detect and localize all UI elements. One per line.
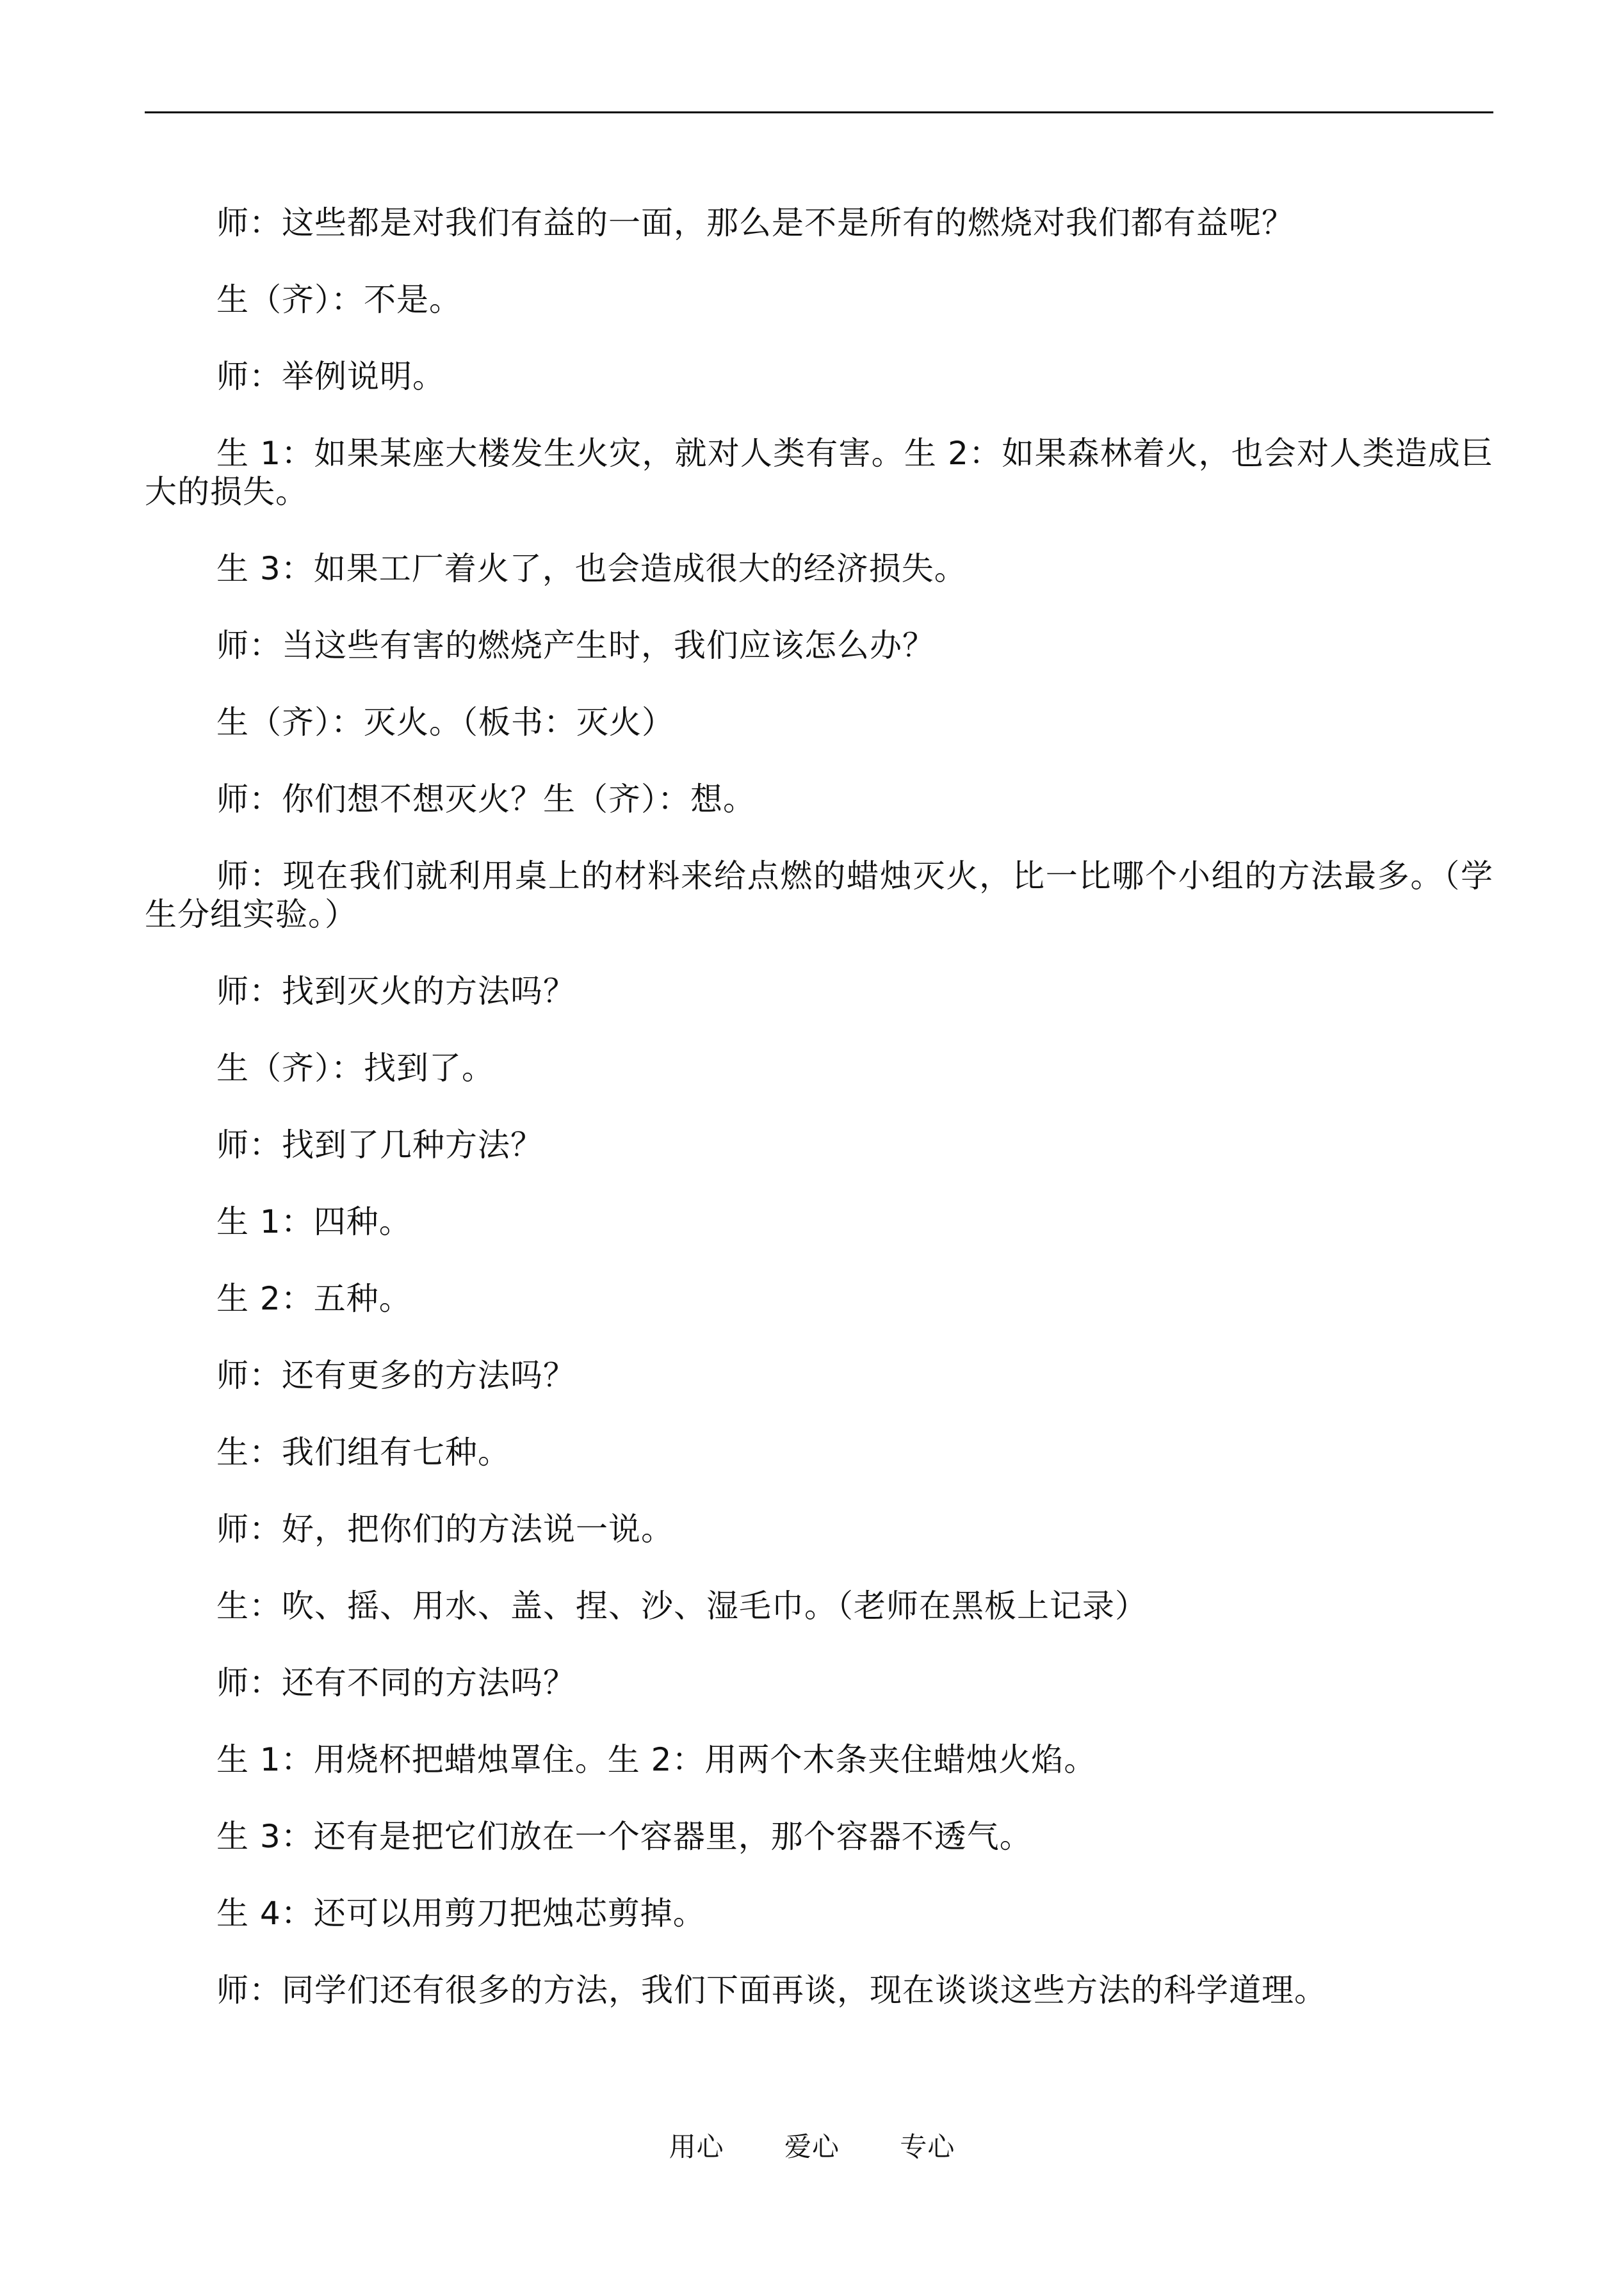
footer-text: 专心 (900, 2131, 955, 2162)
paragraph: 生：吹、摇、用水、盖、捏、沙、湿毛巾。（老师在黑板上记录） (216, 1587, 1148, 1625)
paragraph: 生 1：四种。 (216, 1203, 412, 1240)
paragraph: 师：还有不同的方法吗？ (216, 1664, 576, 1701)
paragraph: 生（齐）：找到了。 (216, 1050, 494, 1087)
page-footer (0, 2131, 1624, 2163)
paragraph: 师：举例说明。 (216, 358, 445, 395)
paragraph: 生 3：如果工厂着火了，也会造成很大的经济损失。 (216, 550, 967, 587)
paragraph: 师：找到灭火的方法吗？ (216, 973, 576, 1010)
paragraph: 师：同学们还有很多的方法，我们下面再谈，现在谈谈这些方法的科学道理。 (216, 1972, 1327, 2009)
paragraph: 生（齐）：灭火。（板书：灭火） (216, 704, 674, 741)
paragraph: 生 1：用烧杯把蜡烛罩住。生 2：用两个木条夹住蜡烛火焰。 (216, 1741, 1097, 1778)
footer-text: 爱心 (784, 2131, 840, 2162)
paragraph: 生 2：五种。 (216, 1280, 412, 1317)
footer-text: 用心 (669, 2131, 724, 2162)
paragraph: 生 4：还可以用剪刀把烛芯剪掉。 (216, 1895, 706, 1932)
header-rule (145, 111, 1493, 113)
paragraph: 师：现在我们就利用桌上的材料来给点燃的蜡烛灭火，比一比哪个小组的方法最多。（学生分组实验。） (145, 857, 1493, 933)
paragraph: 师：这些都是对我们有益的一面，那么是不是所有的燃烧对我们都有益呢？ (216, 204, 1294, 241)
paragraph: 师：当这些有害的燃烧产生时，我们应该怎么办？ (216, 627, 935, 664)
paragraph: 生 1：如果某座大楼发生火灾，就对人类有害。生 2：如果森林着火，也会对人类造成巨大的损失。 (145, 435, 1493, 510)
paragraph: 生（齐）：不是。 (216, 281, 462, 318)
paragraph: 师：找到了几种方法？ (216, 1126, 543, 1164)
paragraph: 生：我们组有七种。 (216, 1434, 510, 1471)
paragraph: 师：还有更多的方法吗？ (216, 1357, 576, 1394)
paragraph: 师：好，把你们的方法说一说。 (216, 1511, 674, 1548)
document-body (145, 204, 1493, 2048)
paragraph: 师：你们想不想灭火？生（齐）：想。 (216, 781, 756, 818)
paragraph: 生 3：还有是把它们放在一个容器里，那个容器不透气。 (216, 1818, 1032, 1855)
